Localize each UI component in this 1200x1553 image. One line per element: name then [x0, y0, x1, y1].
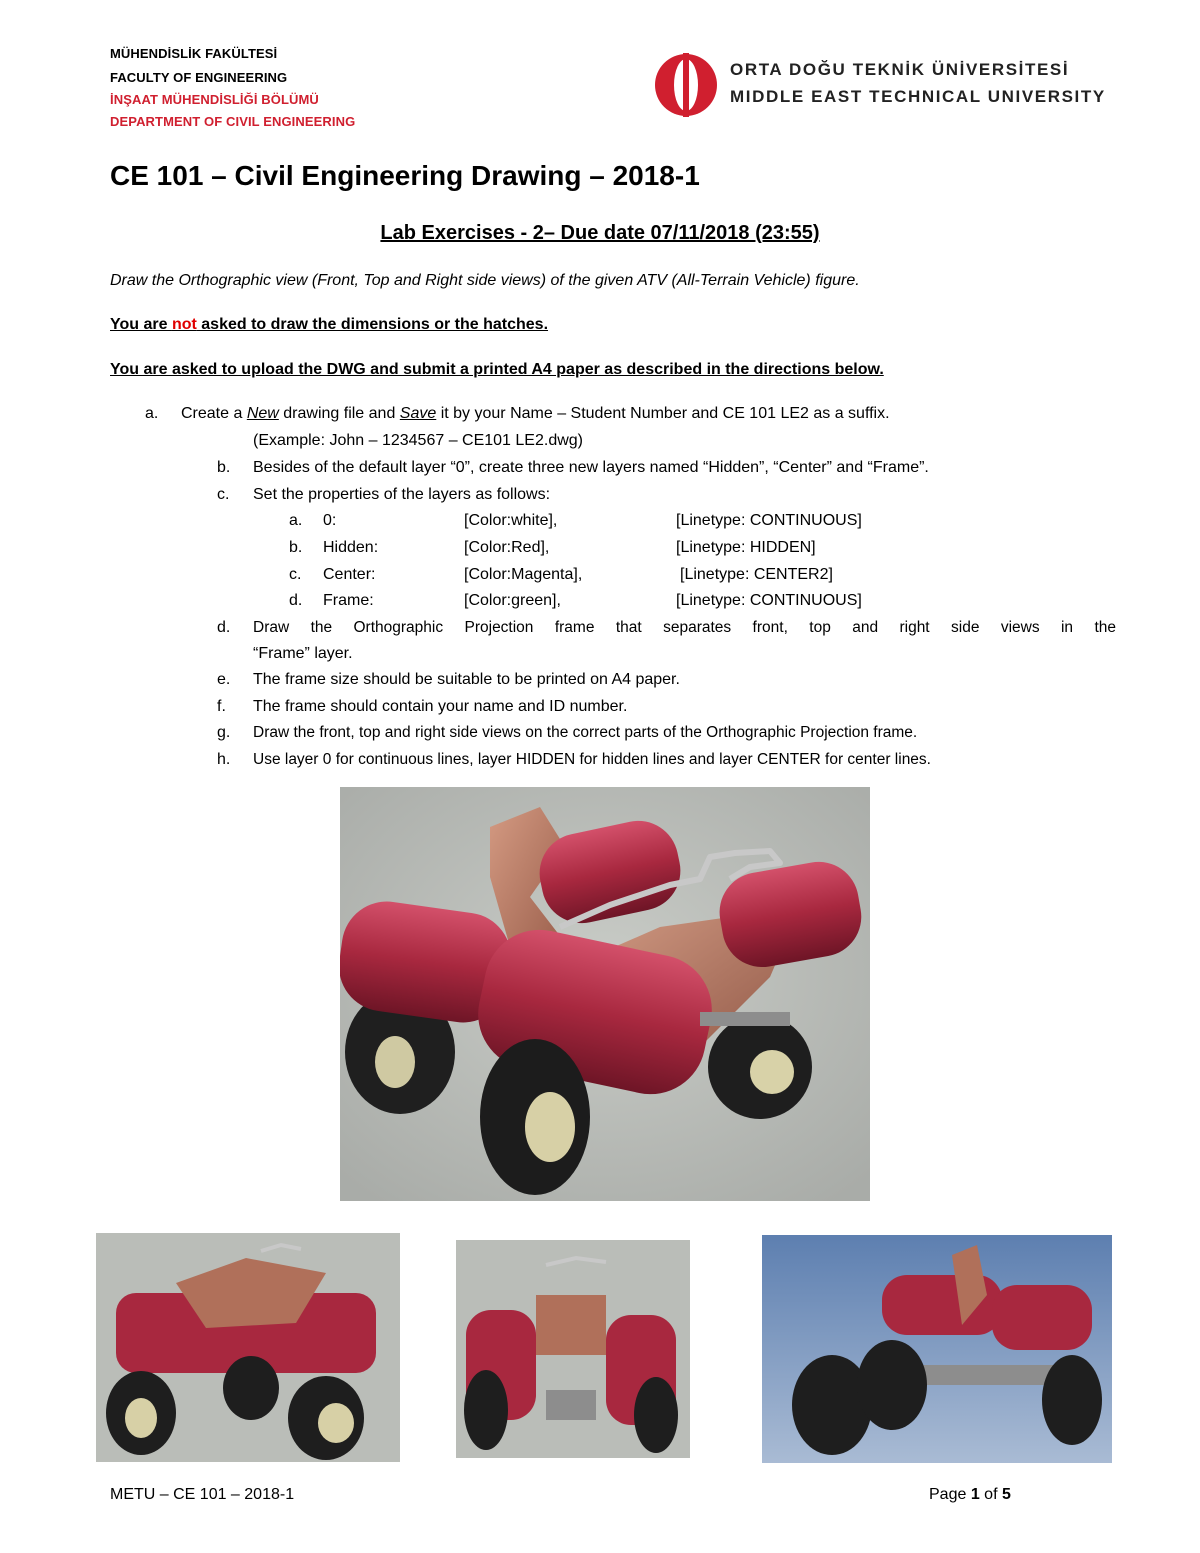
item-e-text: The frame size should be suitable to be printed on A4 paper.: [253, 671, 680, 688]
layer-label: c.: [289, 566, 302, 583]
layer-label: d.: [289, 592, 303, 609]
item-g-text: Draw the front, top and right side views on the correct parts of the Orthographic Projection frame.: [253, 724, 918, 741]
page-number: 1: [970, 1486, 980, 1503]
item-c-label: c.: [217, 486, 230, 503]
example-text: (Example: John – 1234567 – CE101 LE2.dwg): [253, 432, 583, 449]
notice-not: not: [171, 316, 197, 333]
university-name-tr: ORTA DOĞU TEKNİK ÜNİVERSİTESİ: [730, 60, 1070, 79]
faculty-en: FACULTY OF ENGINEERING: [110, 70, 288, 85]
page-total: 5: [1001, 1486, 1011, 1503]
item-h-text: Use layer 0 for continuous lines, layer HIDDEN for hidden lines and layer CENTER for center lines.: [253, 751, 931, 768]
layer-name: Frame:: [323, 592, 374, 609]
item-f-label: f.: [217, 698, 226, 715]
item-b-text: Besides of the default layer “0”, create three new layers named “Hidden”, “Center” and “Frame”.: [253, 459, 929, 476]
item-d-line2: “Frame” layer.: [253, 645, 353, 662]
item-g-label: g.: [217, 724, 231, 741]
item-b-label: b.: [217, 459, 231, 476]
item-a-label: a.: [145, 405, 159, 422]
atv-render-center: [456, 1240, 690, 1458]
notice-post: asked to draw the dimensions or the hatches.: [196, 316, 549, 333]
metu-logo: [654, 53, 718, 117]
layer-color: [Color:Red],: [464, 539, 550, 556]
item-e-label: e.: [217, 671, 231, 688]
layer-color: [Color:green],: [464, 592, 561, 609]
footer-course: METU – CE 101 – 2018-1: [110, 1486, 295, 1503]
atv-render-right: [762, 1235, 1112, 1463]
layer-linetype: [Linetype: HIDDEN]: [676, 539, 816, 556]
university-name-en: MIDDLE EAST TECHNICAL UNIVERSITY: [730, 87, 1106, 106]
layer-name: 0:: [323, 512, 337, 529]
instruction-text: Draw the Orthographic view (Front, Top and Right side views) of the given ATV (All-Terrain Vehicle) figure.: [110, 272, 860, 289]
layer-label: b.: [289, 539, 303, 556]
layer-name: Center:: [323, 566, 376, 583]
atv-main-render: [340, 787, 870, 1201]
layer-label: a.: [289, 512, 303, 529]
layer-name: Hidden:: [323, 539, 379, 556]
item-a-part1: Create a: [181, 405, 247, 422]
item-a-new: New: [246, 405, 279, 422]
layer-linetype: [Linetype: CONTINUOUS]: [676, 512, 862, 529]
department-en: DEPARTMENT OF CIVIL ENGINEERING: [110, 114, 356, 129]
item-a-part3: it by your Name – Student Number and CE 101 LE2 as a suffix.: [436, 405, 890, 422]
page-of: of: [979, 1486, 1002, 1503]
page-subtitle: Lab Exercises - 2– Due date 07/11/2018 (23:55): [380, 222, 820, 244]
notice-upload: You are asked to upload the DWG and submit a printed A4 paper as described in the directions below.: [110, 361, 884, 378]
item-a-text: [181, 405, 890, 423]
item-f-text: The frame should contain your name and ID number.: [253, 698, 628, 715]
footer-page: [929, 1486, 1011, 1504]
notice-pre: You are: [110, 316, 172, 333]
item-d-line1: Draw the Orthographic Projection frame that separates front, top and right side views in the: [253, 619, 1116, 636]
department-tr: İNŞAAT MÜHENDİSLİĞİ BÖLÜMÜ: [110, 92, 319, 107]
atv-render-left: [96, 1233, 400, 1462]
page-title: CE 101 – Civil Engineering Drawing – 2018-1: [110, 160, 700, 191]
item-h-label: h.: [217, 751, 231, 768]
layer-linetype: [Linetype: CENTER2]: [680, 566, 833, 583]
item-a-part2: drawing file and: [278, 405, 400, 422]
layer-color: [Color:Magenta],: [464, 566, 583, 583]
notice-dimensions: [110, 316, 548, 334]
layer-linetype: [Linetype: CONTINUOUS]: [676, 592, 862, 609]
item-a-save: Save: [399, 405, 437, 422]
layer-color: [Color:white],: [464, 512, 558, 529]
page-prefix: Page: [929, 1486, 971, 1503]
item-c-text: Set the properties of the layers as follows:: [253, 486, 551, 503]
faculty-tr: MÜHENDİSLİK FAKÜLTESİ: [110, 46, 278, 61]
item-d-label: d.: [217, 619, 231, 636]
